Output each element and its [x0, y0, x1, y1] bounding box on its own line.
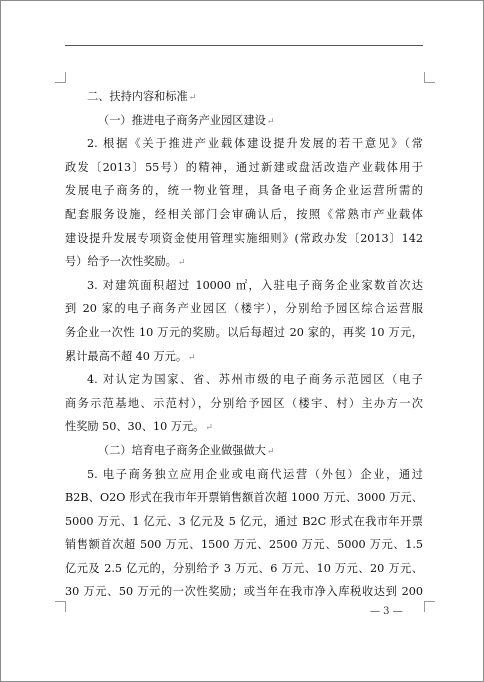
paragraph-mark-icon: ↵	[177, 258, 186, 269]
text-line-content: （二）培育电子商务企业做强做大	[98, 443, 266, 457]
text-line	[65, 297, 423, 321]
text-line-content: 销售额首次超 500 万元、1500 万元、2500 万元、5000 万元、1.5	[65, 538, 423, 552]
text-line-content: 务企业一次性 10 万元的奖励。以后每超过 20 家的，再奖 10 万元，	[65, 325, 423, 339]
text-line-content: 到 20 家的电子商务产业园区（楼宇），分别给予园区综合运营服	[65, 302, 423, 316]
text-line	[65, 415, 423, 439]
text-line-content: 5. 电子商务独立应用企业或电商代运营（外包）企业，通过	[87, 467, 423, 481]
text-line-content: 配套服务设施，经相关部门会审确认后，按照《常熟市产业载体	[65, 207, 423, 221]
text-line	[65, 109, 423, 133]
text-line	[65, 533, 423, 557]
margin-corner-mark	[424, 72, 435, 83]
text-line	[65, 580, 423, 604]
text-line-content: 建设提升发展专项资金使用管理实施细则》(常政办发〔2013〕142	[65, 231, 423, 245]
text-line	[65, 227, 423, 251]
paragraph-mark-icon: ↵	[188, 352, 196, 363]
text-line	[65, 510, 423, 534]
text-line-content: 30 万元、50 万元的一次性奖励；或当年在我市净入库税收达到 200	[65, 585, 423, 599]
text-line-content: 商务示范基地、示范村），分别给予园区（楼宇、村）主办方一次	[65, 396, 423, 410]
text-line-content: 累计最高不超 40 万元。	[65, 349, 188, 363]
text-line	[65, 392, 423, 416]
text-line	[65, 132, 423, 156]
text-line	[65, 345, 423, 369]
text-line	[65, 321, 423, 345]
margin-corner-mark	[424, 601, 435, 612]
margin-corner-mark	[55, 72, 66, 83]
text-line-content: 2. 根据《关于推进产业载体建设提升发展的若干意见》（常	[87, 137, 423, 151]
text-line	[65, 156, 423, 180]
text-line	[65, 557, 423, 581]
text-line-content: 二、扶持内容和标准	[87, 90, 188, 103]
paragraph-mark-icon: ↵	[188, 93, 197, 103]
paragraph-mark-icon: ↵	[266, 116, 275, 127]
text-line	[65, 463, 423, 487]
text-line	[65, 179, 423, 203]
paragraph-mark-icon: ↵	[205, 423, 213, 434]
text-line	[65, 85, 423, 109]
text-line-content: 发展电子商务的，统一物业管理，具备电子商务企业运营所需的	[65, 184, 423, 198]
text-line	[65, 368, 423, 392]
text-line-content: 3. 对建筑面积超过 10000 ㎡，入驻电子商务企业家数首次达	[87, 278, 423, 292]
document-body[interactable]	[65, 85, 423, 604]
text-line-content: 亿元及 2.5 亿元的，分别给予 3 万元、6 万元、10 万元、20 万元、	[65, 561, 423, 575]
text-line	[65, 274, 423, 298]
paragraph-mark-icon: ↵	[266, 446, 275, 457]
text-line-content: 政发〔2013〕55号）的精神，通过新建或盘活改造产业载体用于	[65, 160, 423, 174]
text-line	[65, 439, 423, 463]
text-line-content: 5000 万元、1 亿元、3 亿元及 5 亿元，通过 B2C 形式在我市年开票	[65, 514, 423, 528]
text-line-content: 性奖励 50、30、10 万元。	[65, 420, 205, 434]
text-line-content: 号）给予一次性奖励。	[65, 255, 177, 269]
text-line	[65, 250, 423, 274]
text-line-content: 4. 对认定为国家、省、苏州市级的电子商务示范园区（电子	[87, 373, 423, 387]
text-line-content: （一）推进电子商务产业园区建设	[98, 113, 266, 127]
text-line	[65, 486, 423, 510]
text-line	[65, 203, 423, 227]
text-line-content: B2B、O2O 形式在我市年开票销售额首次超 1000 万元、3000 万元、	[65, 491, 423, 505]
page-number: — 3 —	[370, 606, 403, 617]
header-rule	[65, 45, 423, 46]
